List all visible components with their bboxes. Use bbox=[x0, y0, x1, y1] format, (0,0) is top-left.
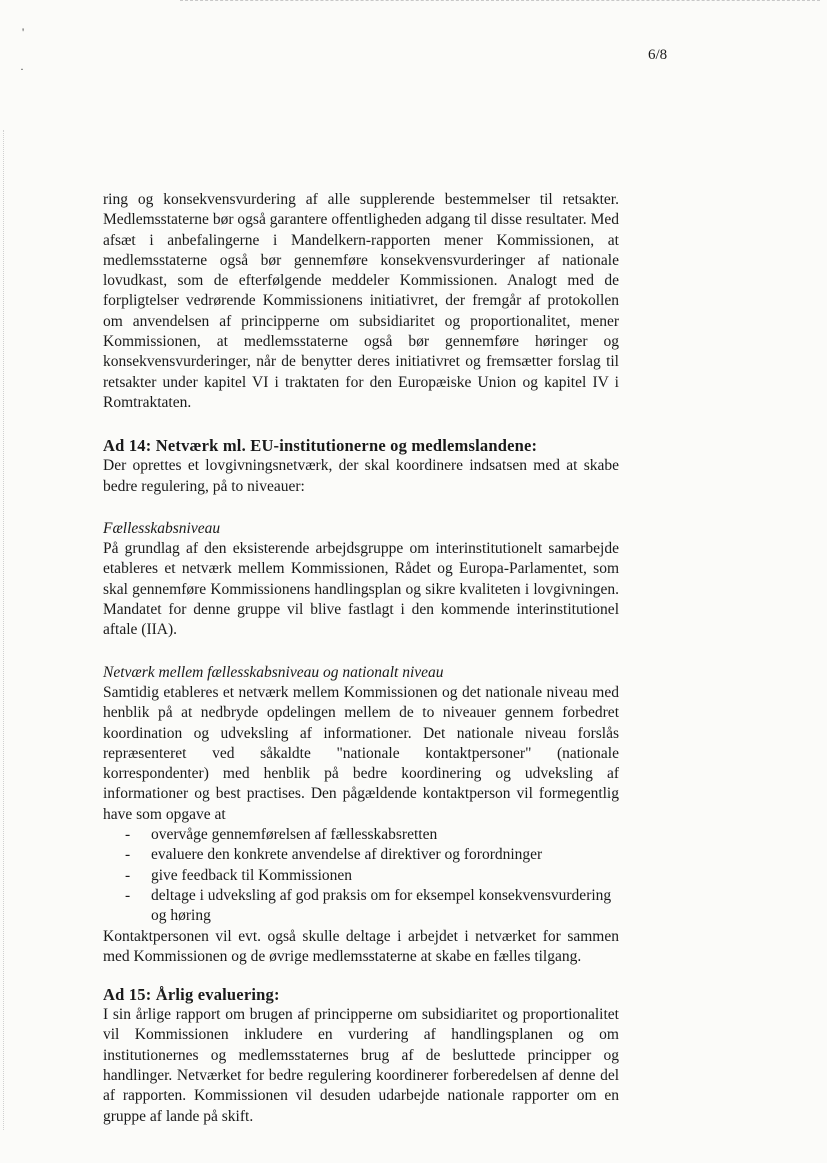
scan-speck: ' bbox=[22, 25, 25, 39]
list-item: - give feedback til Kommissionen bbox=[103, 866, 619, 886]
list-item: - deltage i udveksling af god praksis om for eksempel konsekvensvurdering og høring bbox=[103, 886, 619, 927]
scan-left-edge bbox=[3, 130, 5, 1130]
scan-speck: · bbox=[20, 62, 24, 76]
subheading-faellesskabsniveau: Fællesskabsniveau bbox=[103, 519, 221, 537]
section-14-heading: Ad 14: Netværk ml. EU-institutionerne og medlemslandene: bbox=[103, 436, 538, 456]
contact-person-paragraph: Kontaktpersonen vil evt. også skulle deltage i arbejdet i netværket for sammen med Kommissionen og de øvrige medlemsstaterne at skabe en fælles tilgang. bbox=[103, 927, 619, 965]
netvaerk-paragraph: Samtidig etableres et netværk mellem Kommissionen og det nationale niveau med henblik på at nedbryde opdelingen mellem de to niveauer gennem forbedret koordination og udveksling af informationer. Det nationale niveau forslås repræsenteret ved såkaldte "nationale kontaktpersoner" (nationale korrespondenter) med henblik på bedre koordinering og udveksling af informationer og best practises. Den pågældende kontaktperson vil formegentlig have som opgave at bbox=[103, 683, 619, 823]
list-item: - evaluere den konkrete anvendelse af direktiver og forordninger bbox=[103, 845, 619, 865]
intro-paragraph: ring og konsekvensvurdering af alle supplerende bestemmelser til retsakter. Medlemsstaterne bør også garantere offentligheden adgang til disse resultater. Med afsæt i anbefalingerne i Mandelkern-rapporten mener Kommissionen, at medlemsstaterne også bør gennemføre konsekvensvurderinger af nationale lovudkast, som de efterfølgende meddeler Kommissionen. Analogt med de forpligtelser vedrørende Kommissionens initiativret, der fremgår af protokollen om anvendelsen af principperne om subsidiaritet og proportionalitet, mener Kommissionen, at medlemsstaterne også bør gennemføre høringer og konsekvensvurderinger, når de benytter deres initiativret og fremsætter forslag til retsakter under kapitel VI i traktaten for den Europæiske Union og kapitel IV i Romtraktaten. bbox=[103, 191, 619, 411]
list-item: - overvåge gennemførelsen af fællesskabsretten bbox=[103, 825, 619, 845]
task-list bbox=[103, 825, 619, 926]
page-number: 6/8 bbox=[648, 47, 668, 63]
subheading-netvaerk: Netværk mellem fællesskabsniveau og nationalt niveau bbox=[103, 663, 444, 681]
section-15-heading: Ad 15: Årlig evaluering: bbox=[103, 985, 280, 1005]
document-body bbox=[103, 190, 619, 1127]
section-14-intro: Der oprettes et lovgivningsnetværk, der skal koordinere indsatsen med at skabe bedre regulering, på to niveauer: bbox=[103, 457, 619, 495]
faellesskabsniveau-paragraph: På grundlag af den eksisterende arbejdsgruppe om interinstitutionelt samarbejde etableres et netværk mellem Kommissionen, Rådet og Europa-Parlamentet, som skal gennemføre Kommissionens handlingsplan og sikre kvaliteten i lovgivningen. Mandatet for denne gruppe vil blive fastlagt i den kommende interinstitutionel aftale (IIA). bbox=[103, 540, 619, 639]
section-15-paragraph: I sin årlige rapport om brugen af principperne om subsidiaritet og proportionalitet vil Kommissionen inkludere en vurdering af handlingsplanen og om institutionernes og medlemsstaternes brug af de besluttede principper og handlinger. Netværket for bedre regulering koordinerer forberedelsen af denne del af rapporten. Kommissionen vil desuden udarbejde nationale rapporter om en gruppe af lande på skift. bbox=[103, 1006, 619, 1125]
scan-top-line bbox=[180, 0, 820, 2]
